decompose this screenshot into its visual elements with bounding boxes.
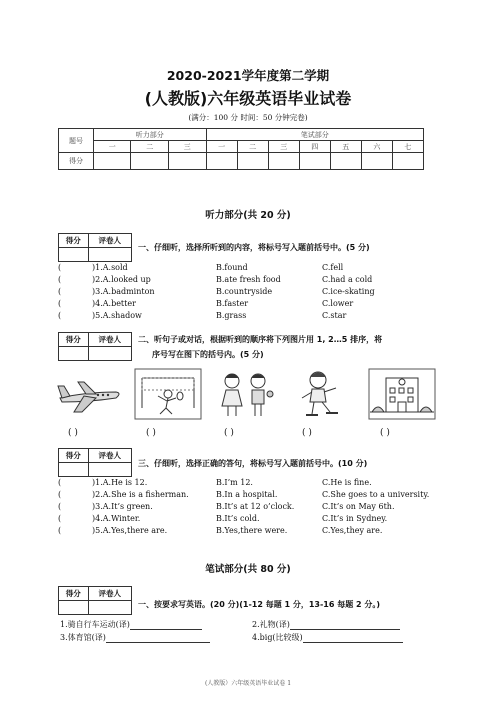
answer-paren[interactable]: ( ) <box>68 428 78 438</box>
option-a: )4.A.better <box>92 299 136 308</box>
option-c: C.He is fine. <box>322 478 372 487</box>
grader-box <box>58 448 132 477</box>
airplane-icon <box>56 368 124 420</box>
option-a: )2.A.looked up <box>92 275 151 284</box>
grader-score-cell[interactable] <box>59 463 89 477</box>
answer-paren[interactable]: ( <box>58 299 62 308</box>
score-table-defen: 得分 <box>59 153 94 170</box>
answer-blank[interactable] <box>106 633 210 643</box>
option-a: )1.A.sold <box>92 263 128 272</box>
option-b: B.It’s at 12 o’clock. <box>216 502 295 511</box>
q2-pictures <box>56 368 436 426</box>
score-cell[interactable] <box>94 153 131 170</box>
option-a: )3.A.badminton <box>92 287 155 296</box>
listening-section-header: 听力部分(共 20 分) <box>205 210 291 221</box>
option-c: C.It’s in Sydney. <box>322 514 388 523</box>
answer-paren[interactable]: ( ) <box>224 428 234 438</box>
badminton-icon <box>134 368 202 420</box>
answer-paren[interactable]: ( <box>58 287 62 296</box>
answer-blank[interactable] <box>303 633 403 643</box>
grader-box <box>58 233 132 262</box>
score-col: 一 <box>206 141 237 153</box>
grader-score-label: 得分 <box>59 234 89 248</box>
option-b: B.In a hospital. <box>216 490 278 499</box>
option-b: B.I’m 12. <box>216 478 253 487</box>
answer-paren[interactable]: ( <box>58 478 62 487</box>
grader-score-label: 得分 <box>59 449 89 463</box>
answer-paren[interactable]: ( <box>58 490 62 499</box>
score-cell[interactable] <box>206 153 237 170</box>
score-cell[interactable] <box>299 153 330 170</box>
score-cell[interactable] <box>268 153 299 170</box>
option-c: C.lower <box>322 299 354 308</box>
option-a: )2.A.She is a fisherman. <box>92 490 189 499</box>
q3-item <box>58 477 458 489</box>
q1-options <box>58 262 458 322</box>
score-cell[interactable] <box>168 153 206 170</box>
grader-name-cell[interactable] <box>88 248 131 262</box>
q3-item <box>58 513 458 525</box>
q3-instruction: 三、仔细听，选择正确的答句，将标号写入题前括号中。(10 分) <box>138 459 368 468</box>
q1-instruction: 一、仔细听，选择所听到的内容，将标号写入题前括号中。(5 分) <box>138 243 370 252</box>
option-c: C.fell <box>322 263 344 272</box>
score-col: 五 <box>330 141 361 153</box>
grader-score-cell[interactable] <box>59 248 89 262</box>
w1-item <box>60 619 202 630</box>
q1-item <box>58 310 458 322</box>
option-b: B.countryside <box>216 287 273 296</box>
option-b: B.found <box>216 263 248 272</box>
grader-box <box>58 586 132 615</box>
w1-item <box>60 632 210 643</box>
grader-name-cell[interactable] <box>88 463 131 477</box>
w1-item-label: 3.体育馆(译) <box>60 633 106 642</box>
w1-item-label: 1.骑自行车运动(译) <box>60 620 130 629</box>
score-cell[interactable] <box>131 153 168 170</box>
w1-item <box>252 632 403 643</box>
q1-item <box>58 274 458 286</box>
grader-label: 评卷人 <box>88 449 131 463</box>
answer-blank[interactable] <box>290 620 400 630</box>
q2-instruction: 二、听句子或对话，根据听到的顺序将下列图片用 1, 2…5 排序，将 <box>138 335 383 344</box>
grader-label: 评卷人 <box>88 234 131 248</box>
option-b: B.faster <box>216 299 249 308</box>
grader-label: 评卷人 <box>88 333 131 347</box>
score-col: 四 <box>299 141 330 153</box>
grader-score-label: 得分 <box>59 587 89 601</box>
grader-score-cell[interactable] <box>59 601 89 615</box>
q3-options <box>58 477 458 537</box>
answer-paren[interactable]: ( <box>58 514 62 523</box>
score-cell[interactable] <box>237 153 268 170</box>
answer-paren[interactable]: ( ) <box>380 428 390 438</box>
grader-label: 评卷人 <box>88 587 131 601</box>
answer-paren[interactable]: ( <box>58 275 62 284</box>
option-c: C.It’s on May 6th. <box>322 502 395 511</box>
option-c: C.ice-skating <box>322 287 375 296</box>
grader-score-cell[interactable] <box>59 347 89 361</box>
option-b: B.ate fresh food <box>216 275 281 284</box>
answer-paren[interactable]: ( ) <box>302 428 312 438</box>
option-b: B.grass <box>216 311 247 320</box>
score-col: 三 <box>268 141 299 153</box>
option-c: C.She goes to a university. <box>322 490 430 499</box>
page-footer: (人教版）六年级英语毕业试卷 1 <box>204 680 292 687</box>
option-a: )5.A.shadow <box>92 311 142 320</box>
q3-item <box>58 525 458 537</box>
option-a: )4.A.Winter. <box>92 514 141 523</box>
score-col: 三 <box>168 141 206 153</box>
score-table-tihao: 题号 <box>59 129 94 153</box>
answer-paren[interactable]: ( <box>58 263 62 272</box>
boy-skating-icon <box>290 368 358 420</box>
score-table-writing: 笔试部分 <box>206 129 423 141</box>
children-icon <box>212 368 280 420</box>
score-col: 七 <box>392 141 423 153</box>
answer-paren[interactable]: ( <box>58 502 62 511</box>
building-icon <box>368 368 436 420</box>
score-col: 二 <box>131 141 168 153</box>
option-b: B.Yes,there were. <box>216 526 288 535</box>
score-cell[interactable] <box>392 153 423 170</box>
score-table-listening: 听力部分 <box>94 129 207 141</box>
writing-section-header: 笔试部分(共 80 分) <box>205 564 291 575</box>
grader-name-cell[interactable] <box>88 601 131 615</box>
q1-item <box>58 262 458 274</box>
w1-item-label: 4.big(比较级) <box>252 633 303 642</box>
answer-paren[interactable]: ( <box>58 526 62 535</box>
w1-item-label: 2.礼物(译) <box>252 620 290 629</box>
score-cell[interactable] <box>361 153 392 170</box>
q1-item <box>58 298 458 310</box>
grader-name-cell[interactable] <box>88 347 131 361</box>
option-b: B.It’s cold. <box>216 514 260 523</box>
exam-year-title: 2020-2021学年度第二学期 <box>166 68 330 83</box>
answer-blank[interactable] <box>130 620 202 630</box>
w1-item <box>252 619 400 630</box>
option-c: C.Yes,they are. <box>322 526 383 535</box>
exam-title: (人教版)六年级英语毕业试卷 <box>144 89 352 108</box>
option-a: )5.A.Yes,there are. <box>92 526 168 535</box>
q2-instruction-line2: 序号写在图下的括号内。(5 分) <box>152 350 264 359</box>
option-c: C.star <box>322 311 347 320</box>
score-col: 二 <box>237 141 268 153</box>
option-a: )1.A.He is 12. <box>92 478 148 487</box>
q3-item <box>58 501 458 513</box>
score-col: 六 <box>361 141 392 153</box>
grader-score-label: 得分 <box>59 333 89 347</box>
w1-instruction: 一、按要求写英语。(20 分)(1-12 每题 1 分，13-16 每题 2 分。) <box>138 600 380 609</box>
option-c: C.had a cold <box>322 275 373 284</box>
grader-box <box>58 332 132 361</box>
option-a: )3.A.It’s green. <box>92 502 153 511</box>
answer-paren[interactable]: ( ) <box>146 428 156 438</box>
exam-subtitle: (满分：100 分 时间：50 分钟完卷) <box>188 113 308 122</box>
answer-paren[interactable]: ( <box>58 311 62 320</box>
score-col: 一 <box>94 141 131 153</box>
q1-item <box>58 286 458 298</box>
q3-item <box>58 489 458 501</box>
score-cell[interactable] <box>330 153 361 170</box>
score-table <box>58 128 424 170</box>
